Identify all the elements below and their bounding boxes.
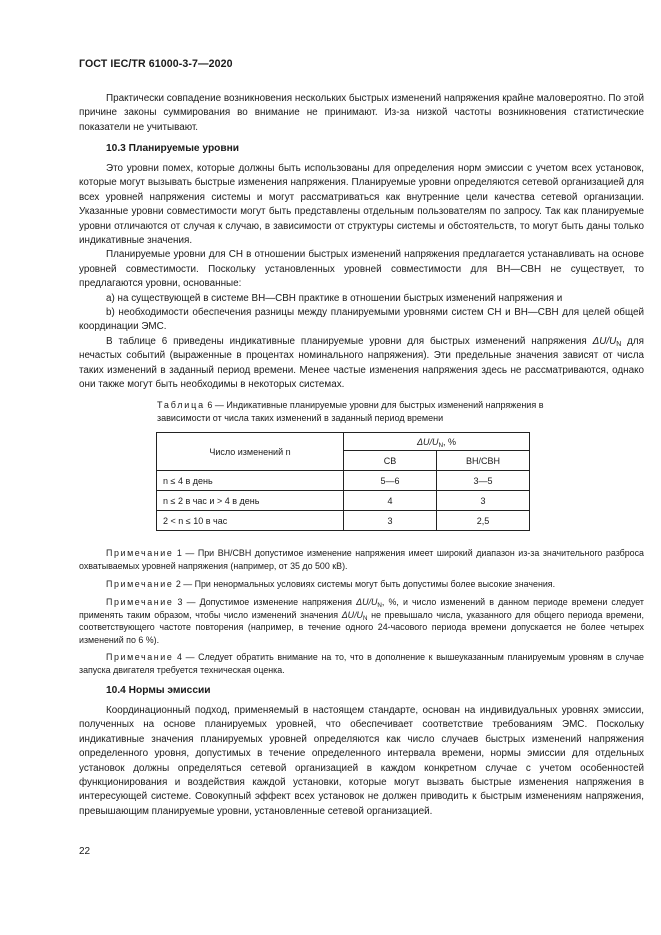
row-vn-value: 2,5 <box>437 511 530 531</box>
note-3-symbol: ΔU/U <box>356 597 378 607</box>
document-header: ГОСТ IEC/TR 61000-3-7—2020 <box>79 58 233 70</box>
note-label: Примечание <box>106 652 174 662</box>
table-caption-text: 6 — Индикативные планируемые уровни для быстрых изменений напряжения в зависимости от числа таких изменений в заданный период времени <box>157 400 544 423</box>
p3-symbol-sub: N <box>616 340 622 348</box>
note-label: Примечание <box>106 579 174 589</box>
row-cv-value: 5—6 <box>344 471 437 491</box>
table-6 <box>156 432 530 531</box>
note-3-symbol-2: ΔU/U <box>341 609 363 620</box>
p3-text-a: В таблице 6 приведены индикативные планируемые уровни для быстрых изменений напряжения <box>106 335 593 347</box>
table-header-row <box>157 433 530 451</box>
p3-symbol: ΔU/U <box>592 335 617 347</box>
intro-paragraph <box>79 92 644 135</box>
list-item-a: а) на существующей в системе ВН—СВН практике в отношении быстрых изменений напряжения и <box>106 292 563 304</box>
table-6-caption <box>157 399 567 424</box>
row-vn-value: 3 <box>437 491 530 511</box>
row-cv-value: 3 <box>344 511 437 531</box>
intro-text: Практически совпадение возникновения нескольких быстрых изменений напряжения крайне маловероятно. По этой причине законы суммирования во внимание не принимают. Из-за низкой частоты возникновения статистические показатели не учитывают. <box>79 93 644 133</box>
row-label: 2 < n ≤ 10 в час <box>157 511 344 531</box>
header-delta-symbol: ΔU/U <box>416 436 439 447</box>
header-count-cell: Число изменений n <box>157 433 344 471</box>
header-vn-cell: ВН/СВН <box>437 451 530 471</box>
row-label: n ≤ 4 в день <box>157 471 344 491</box>
section-10-4-title: 10.4 Нормы эмиссии <box>106 685 211 696</box>
section-10-4-body <box>79 704 644 819</box>
note-3: Примечание 3 — Допустимое изменение напряжения $\Delta U/U_N$, %, и число изменений в данном периоде времени следует применять таким образом, чтобы число изменений значения $\Delta U/U_N$ не превышало числа, указанного для общего периода времени, соответствующего частоте повторения (например, в течение одного 24-часового периода времени допускается не более четырех изменений по 6 %). <box>79 597 645 645</box>
note-1: Примечание 1 — При ВН/СВН допустимое изменение напряжения имеет широкий диапазон из-за значительного разброса охватываемых уровней напряжения (например, от 35 до 500 кВ). <box>79 548 644 571</box>
header-delta-unit: , % <box>443 436 457 447</box>
note-label: Примечание <box>106 548 174 558</box>
header-delta-cell <box>344 433 530 451</box>
row-label: n ≤ 2 в час и > 4 в день <box>157 491 344 511</box>
table-row <box>157 491 530 511</box>
page-number: 22 <box>79 846 91 857</box>
section-10-3-paragraph-3 <box>79 335 644 393</box>
section-10-3-paragraph-1: Это уровни помех, которые должны быть использованы для определения норм эмиссии с учетом всех установок, которые могут вызывать быстрые изменения напряжения. Планируемые уровни определяются сетевой организацией для всех уровней напряжения системы и могут рассматриваться как внутренние цели качества сетевой организации. Указанные уровни совместимости могут быть представлены отдельным пользователям по запросу. Так как планируемые уровни отличаются от случая к случаю, в зависимости от структуры системы и обстоятельств, то могут быть даны только индикативные значения. <box>79 163 644 247</box>
section-10-3-body <box>79 162 644 393</box>
table-caption-label: Таблица <box>157 400 205 410</box>
section-10-4-paragraph: Координационный подход, применяемый в настоящем стандарте, основан на индивидуальных уровнях эмиссии, полученных на основе планируемых уровней, что обеспечивает соответствие требованиям ЭМС. Поскольку индикативные значения планируемых уровней определяются как число случаев быстрых изменений напряжения определенного уровня, допустимых в течение определенного интервала времени, нормы эмиссии для отдельных установок должны определяться сетевой организацией в каждом конкретном случае с учетом особенностей функционирования и воздействия каждой установки, которые могут вызвать быстрые изменения напряжения в интересующей системе. Совокупный эффект всех установок не должен приводить к быстрым изменениям напряжения, превышающим планируемые уровни, установленные сетевой организацией. <box>79 705 644 817</box>
table-row <box>157 471 530 491</box>
section-10-3-title: 10.3 Планируемые уровни <box>106 143 240 154</box>
note-4-text: — Следует обратить внимание на то, что в дополнение к вышеуказанным планируемым уровням в случае запуска двигателя требуется техническая оценка. <box>79 652 644 675</box>
note-1-text: — При ВН/СВН допустимое изменение напряжения имеет широкий диапазон из-за значительного разброса охватываемых уровней напряжения (например, от 35 до 500 кВ). <box>79 548 644 571</box>
note-4: Примечание 4 — Следует обратить внимание на то, что в дополнение к вышеуказанным планируемым уровням в случае запуска двигателя требуется техническая оценка. <box>79 652 644 675</box>
note-2-text: — При ненормальных условиях системы могут быть допустимы более высокие значения. <box>180 579 556 589</box>
note-label: Примечание <box>106 597 174 607</box>
table-row <box>157 511 530 531</box>
row-cv-value: 4 <box>344 491 437 511</box>
p3-text-b: для нечастых событий (выраженные в процентах номинального напряжения). Эти предельные значения зависят от числа таких изменений в заданный период времени. Менее частые изменения напряжения здесь не рассматриваются, однако они также могут быть необходимы в некоторых системах. <box>79 335 644 391</box>
header-cv-cell: СВ <box>344 451 437 471</box>
list-item-b: b) необходимости обеспечения разницы между планируемыми уровнями систем СН и ВН—СВН для целей общей координации ЭМС. <box>79 307 644 333</box>
row-vn-value: 3—5 <box>437 471 530 491</box>
header-delta-sub: N <box>438 441 444 449</box>
section-10-3-paragraph-2: Планируемые уровни для СН в отношении быстрых изменений напряжения предлагается устанавливать на основе уровней совместимости. Поскольку установленных уровней совместимости для ВН—СВН не существует, то предлагаются уровни, основанные: <box>79 249 644 290</box>
note-2: Примечание 2 — При ненормальных условиях системы могут быть допустимы более высокие значения. <box>106 579 556 589</box>
